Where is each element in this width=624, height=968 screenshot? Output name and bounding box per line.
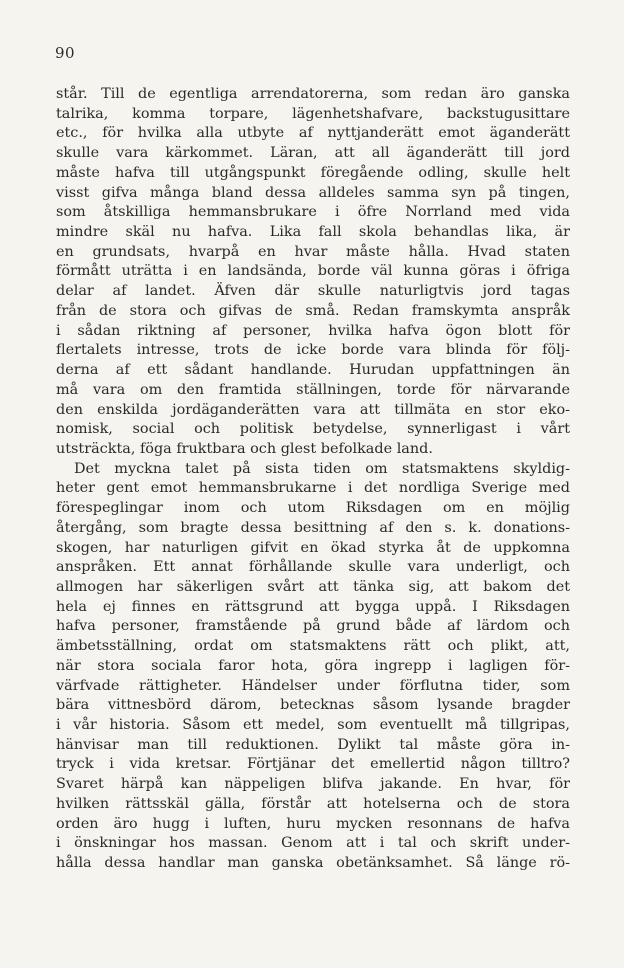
text-line: orden äro hugg i luften, huru mycken resonnans de hafva	[56, 815, 570, 832]
text-line: i vår historia. Såsom ett medel, som eventuellt må tillgripas,	[56, 717, 570, 733]
body-text	[56, 85, 570, 874]
text-line: visst gifva många bland dessa alldeles samma syn på tingen,	[56, 184, 570, 201]
text-line: skogen, har naturligen gifvit en ökad styrka åt de uppkomna	[56, 539, 570, 556]
text-line: Svaret härpå kan näppeligen blifva jakande. En hvar, för	[56, 776, 570, 793]
text-line: mindre skäl nu hafva. Lika fall skola behandlas lika, är	[56, 224, 570, 241]
text-line: måste hafva till utgångspunkt föregående odling, skulle helt	[56, 164, 570, 181]
page-number: 90	[55, 44, 76, 62]
text-line: etc., för hvilka alla utbyte af nyttjanderätt emot äganderätt	[56, 125, 570, 142]
text-line: tryck i vida kretsar. Förtjänar det emellertid någon tilltro?	[56, 756, 570, 773]
text-line: hvilken rättsskäl gälla, förstår att hotelserna och de stora	[56, 795, 570, 812]
text-line: heter gent emot hemmansbrukarne i det nordliga Sverige med	[56, 480, 570, 497]
text-line: står. Till de egentliga arrendatorerna, som redan äro ganska	[56, 86, 570, 102]
text-line: flertalets intresse, trots de icke borde vara blinda för följ-	[56, 342, 570, 359]
text-line: förespeglingar inom och utom Riksdagen om en möjlig	[56, 500, 570, 517]
text-line: nomisk, social och politisk betydelse, synnerligast i vårt	[56, 421, 570, 438]
text-line: utsträckta, föga fruktbara och glest befolkade land.	[56, 440, 433, 457]
text-line: den enskilda jordäganderätten vara att tillmäta en stor eko-	[56, 401, 570, 418]
text-line: värfvade rättigheter. Händelser under förflutna tider, som	[56, 677, 570, 694]
text-line: hänvisar man till reduktionen. Dylikt tal måste göra in-	[56, 736, 570, 753]
text-line: bära vittnesbörd därom, betecknas såsom lysande bragder	[56, 697, 570, 714]
text-line: derna af ett sådant handlande. Hurudan uppfattningen än	[56, 362, 570, 379]
text-line: allmogen har säkerligen svårt att tänka sig, att bakom det	[56, 578, 570, 595]
text-line: förmått uträtta i en landsända, borde väl kunna göras i öfriga	[56, 263, 570, 280]
text-line: må vara om den framtida ställningen, torde för närvarande	[56, 381, 570, 398]
text-line: återgång, som bragte dessa besittning af den s. k. donations-	[56, 519, 570, 536]
text-line: hela ej finnes en rättsgrund att bygga uppå. I Riksdagen	[56, 598, 570, 615]
text-line: när stora sociala faror hota, göra ingrepp i lagligen för-	[56, 657, 570, 674]
text-line: i sådan riktning af personer, hvilka hafva ögon blott för	[56, 322, 570, 339]
text-line: hafva personer, framstående på grund både af lärdom och	[56, 618, 570, 635]
text-line: ämbetsställning, ordat om statsmaktens rätt och plikt, att,	[56, 638, 570, 655]
text-line: i önskningar hos massan. Genom att i tal och skrift under-	[56, 835, 570, 852]
text-line: Det myckna talet på sista tiden om statsmaktens skyldig-	[74, 460, 570, 477]
text-line: talrika, komma torpare, lägenhetshafvare, backstugusittare	[56, 105, 570, 122]
text-line: delar af landet. Äfven där skulle naturligtvis jord tagas	[56, 283, 570, 300]
text-line: som åtskilliga hemmansbrukare i öfre Norrland med vida	[56, 204, 570, 221]
text-line: skulle vara kärkommet. Läran, att all äganderätt till jord	[56, 145, 570, 162]
text-line: hålla dessa handlar man ganska obetänksamhet. Så länge rö-	[56, 855, 570, 872]
text-line: anspråken. Ett annat förhållande skulle vara underligt, och	[56, 559, 570, 576]
text-line: från de stora och gifvas de små. Redan framskymta anspråk	[56, 302, 570, 319]
text-line: en grundsats, hvarpå en hvar måste hålla. Hvad staten	[56, 243, 570, 260]
